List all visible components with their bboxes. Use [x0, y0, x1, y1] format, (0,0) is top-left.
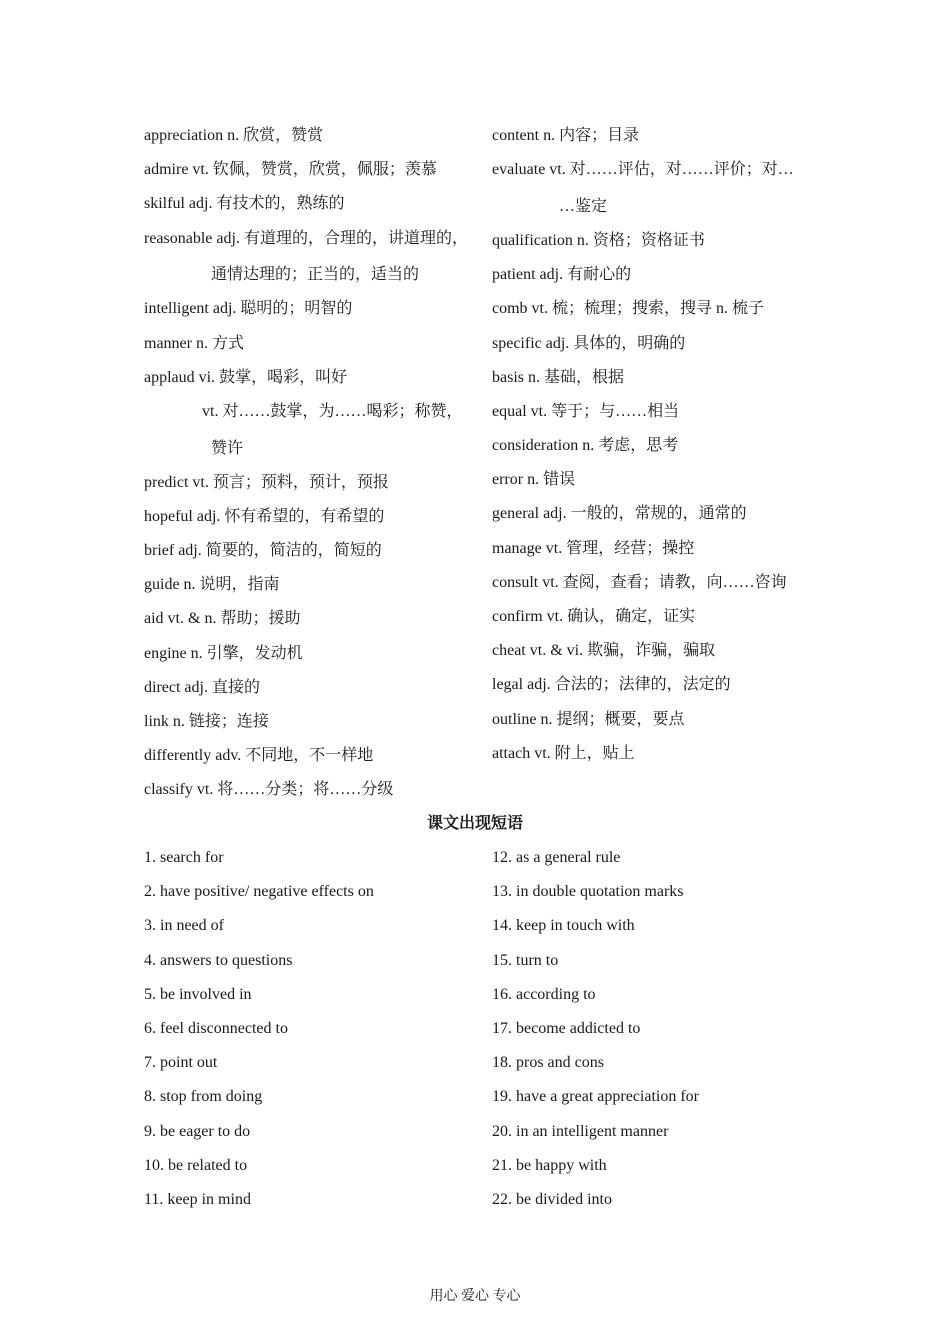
vocab-entry: brief adj. 简要的，简洁的，简短的: [144, 542, 382, 560]
vocab-entry: hopeful adj. 怀有希望的，有希望的: [144, 507, 385, 525]
page-footer: 用心 爱心 专心: [429, 1289, 521, 1304]
vocab-entry: error n. 错误: [492, 471, 576, 489]
phrase-item: 14. keep in touch with: [492, 917, 635, 935]
vocab-entry: attach vt. 附上，贴上: [492, 744, 635, 762]
vocab-entry: skilful adj. 有技术的，熟练的: [144, 195, 345, 213]
phrase-item: 19. have a great appreciation for: [492, 1088, 700, 1106]
phrase-item: 12. as a general rule: [492, 849, 621, 866]
vocab-entry: patient adj. 有耐心的: [492, 266, 632, 284]
phrase-item: 7. point out: [144, 1054, 218, 1072]
vocab-entry: equal vt. 等于；与……相当: [492, 402, 680, 420]
vocab-entry: consult vt. 查阅，查看；请教，向……咨询: [492, 573, 787, 591]
phrase-item: 4. answers to questions: [144, 951, 293, 969]
vocab-entry: …鉴定: [559, 197, 608, 215]
phrase-item: 9. be eager to do: [144, 1122, 251, 1140]
vocab-entry: vt. 对……鼓掌，为……喝彩；称赞，: [202, 402, 463, 420]
vocab-entry: predict vt. 预言；预料，预计，预报: [144, 473, 389, 491]
phrase-item: 20. in an intelligent manner: [492, 1122, 669, 1140]
vocab-entry: qualification n. 资格；资格证书: [492, 231, 705, 249]
vocab-entry: differently adv. 不同地，不一样地: [144, 747, 374, 765]
section-title: 课文出现短语: [426, 815, 523, 832]
phrase-item: 18. pros and cons: [492, 1054, 604, 1072]
vocab-entry: manage vt. 管理，经营；操控: [492, 539, 695, 557]
vocab-entry: manner n. 方式: [144, 334, 244, 352]
phrase-item: 16. according to: [492, 985, 596, 1003]
vocab-entry: aid vt. & n. 帮助；援助: [144, 610, 301, 628]
vocab-entry: consideration n. 考虑，思考: [492, 437, 679, 455]
phrase-item: 17. become addicted to: [492, 1019, 641, 1037]
vocab-entry: link n. 链接；连接: [144, 713, 269, 730]
phrase-item: 6. feel disconnected to: [144, 1019, 288, 1037]
vocab-entry: classify vt. 将……分类；将……分级: [144, 781, 394, 799]
phrase-item: 1. search for: [144, 849, 224, 866]
vocab-entry: cheat vt. & vi. 欺骗，诈骗，骗取: [492, 642, 716, 660]
vocab-entry: specific adj. 具体的，明确的: [492, 334, 686, 352]
vocab-entry: basis n. 基础，根据: [492, 368, 625, 386]
vocab-entry: appreciation n. 欣赏，赞赏: [144, 127, 324, 144]
phrase-item: 10. be related to: [144, 1156, 248, 1174]
phrase-item: 13. in double quotation marks: [492, 883, 684, 901]
vocab-entry: 赞许: [211, 439, 244, 457]
phrase-item: 21. be happy with: [492, 1156, 607, 1174]
vocab-entry: comb vt. 梳；梳理；搜索，搜寻 n. 梳子: [492, 300, 764, 318]
vocab-entry: content n. 内容；目录: [492, 127, 640, 144]
phrase-item: 3. in need of: [144, 917, 224, 935]
phrase-item: 15. turn to: [492, 951, 559, 969]
vocab-entry: reasonable adj. 有道理的，合理的，讲道理的，: [144, 229, 468, 247]
phrase-item: 22. be divided into: [492, 1190, 612, 1208]
vocab-entry: guide n. 说明，指南: [144, 576, 280, 594]
phrase-list-left: [144, 846, 374, 1222]
phrase-item: 11. keep in mind: [144, 1190, 251, 1208]
vocab-entry: 通情达理的；正当的，适当的: [211, 266, 420, 284]
phrase-item: 8. stop from doing: [144, 1088, 263, 1106]
vocab-entry: outline n. 提纲；概要，要点: [492, 710, 685, 728]
vocab-entry: evaluate vt. 对……评估，对……评价；对…: [492, 161, 794, 179]
phrase-item: 5. be involved in: [144, 985, 252, 1003]
vocab-entry: admire vt. 钦佩，赞赏，欣赏，佩服；羡慕: [144, 161, 437, 179]
vocab-entry: general adj. 一般的，常规的，通常的: [492, 505, 747, 523]
vocab-entry: applaud vi. 鼓掌，喝彩，叫好: [144, 368, 348, 386]
vocab-entry: direct adj. 直接的: [144, 678, 260, 696]
vocab-entry: confirm vt. 确认，确定，证实: [492, 608, 696, 626]
vocab-entry: legal adj. 合法的；法律的，法定的: [492, 676, 731, 694]
phrase-list-right: [492, 846, 699, 1222]
vocab-entry: engine n. 引擎，发动机: [144, 644, 303, 662]
phrase-item: 2. have positive/ negative effects on: [144, 883, 374, 901]
vocab-list-left: [144, 124, 484, 813]
vocab-entry: intelligent adj. 聪明的；明智的: [144, 300, 353, 318]
vocab-list-right: [492, 124, 822, 776]
